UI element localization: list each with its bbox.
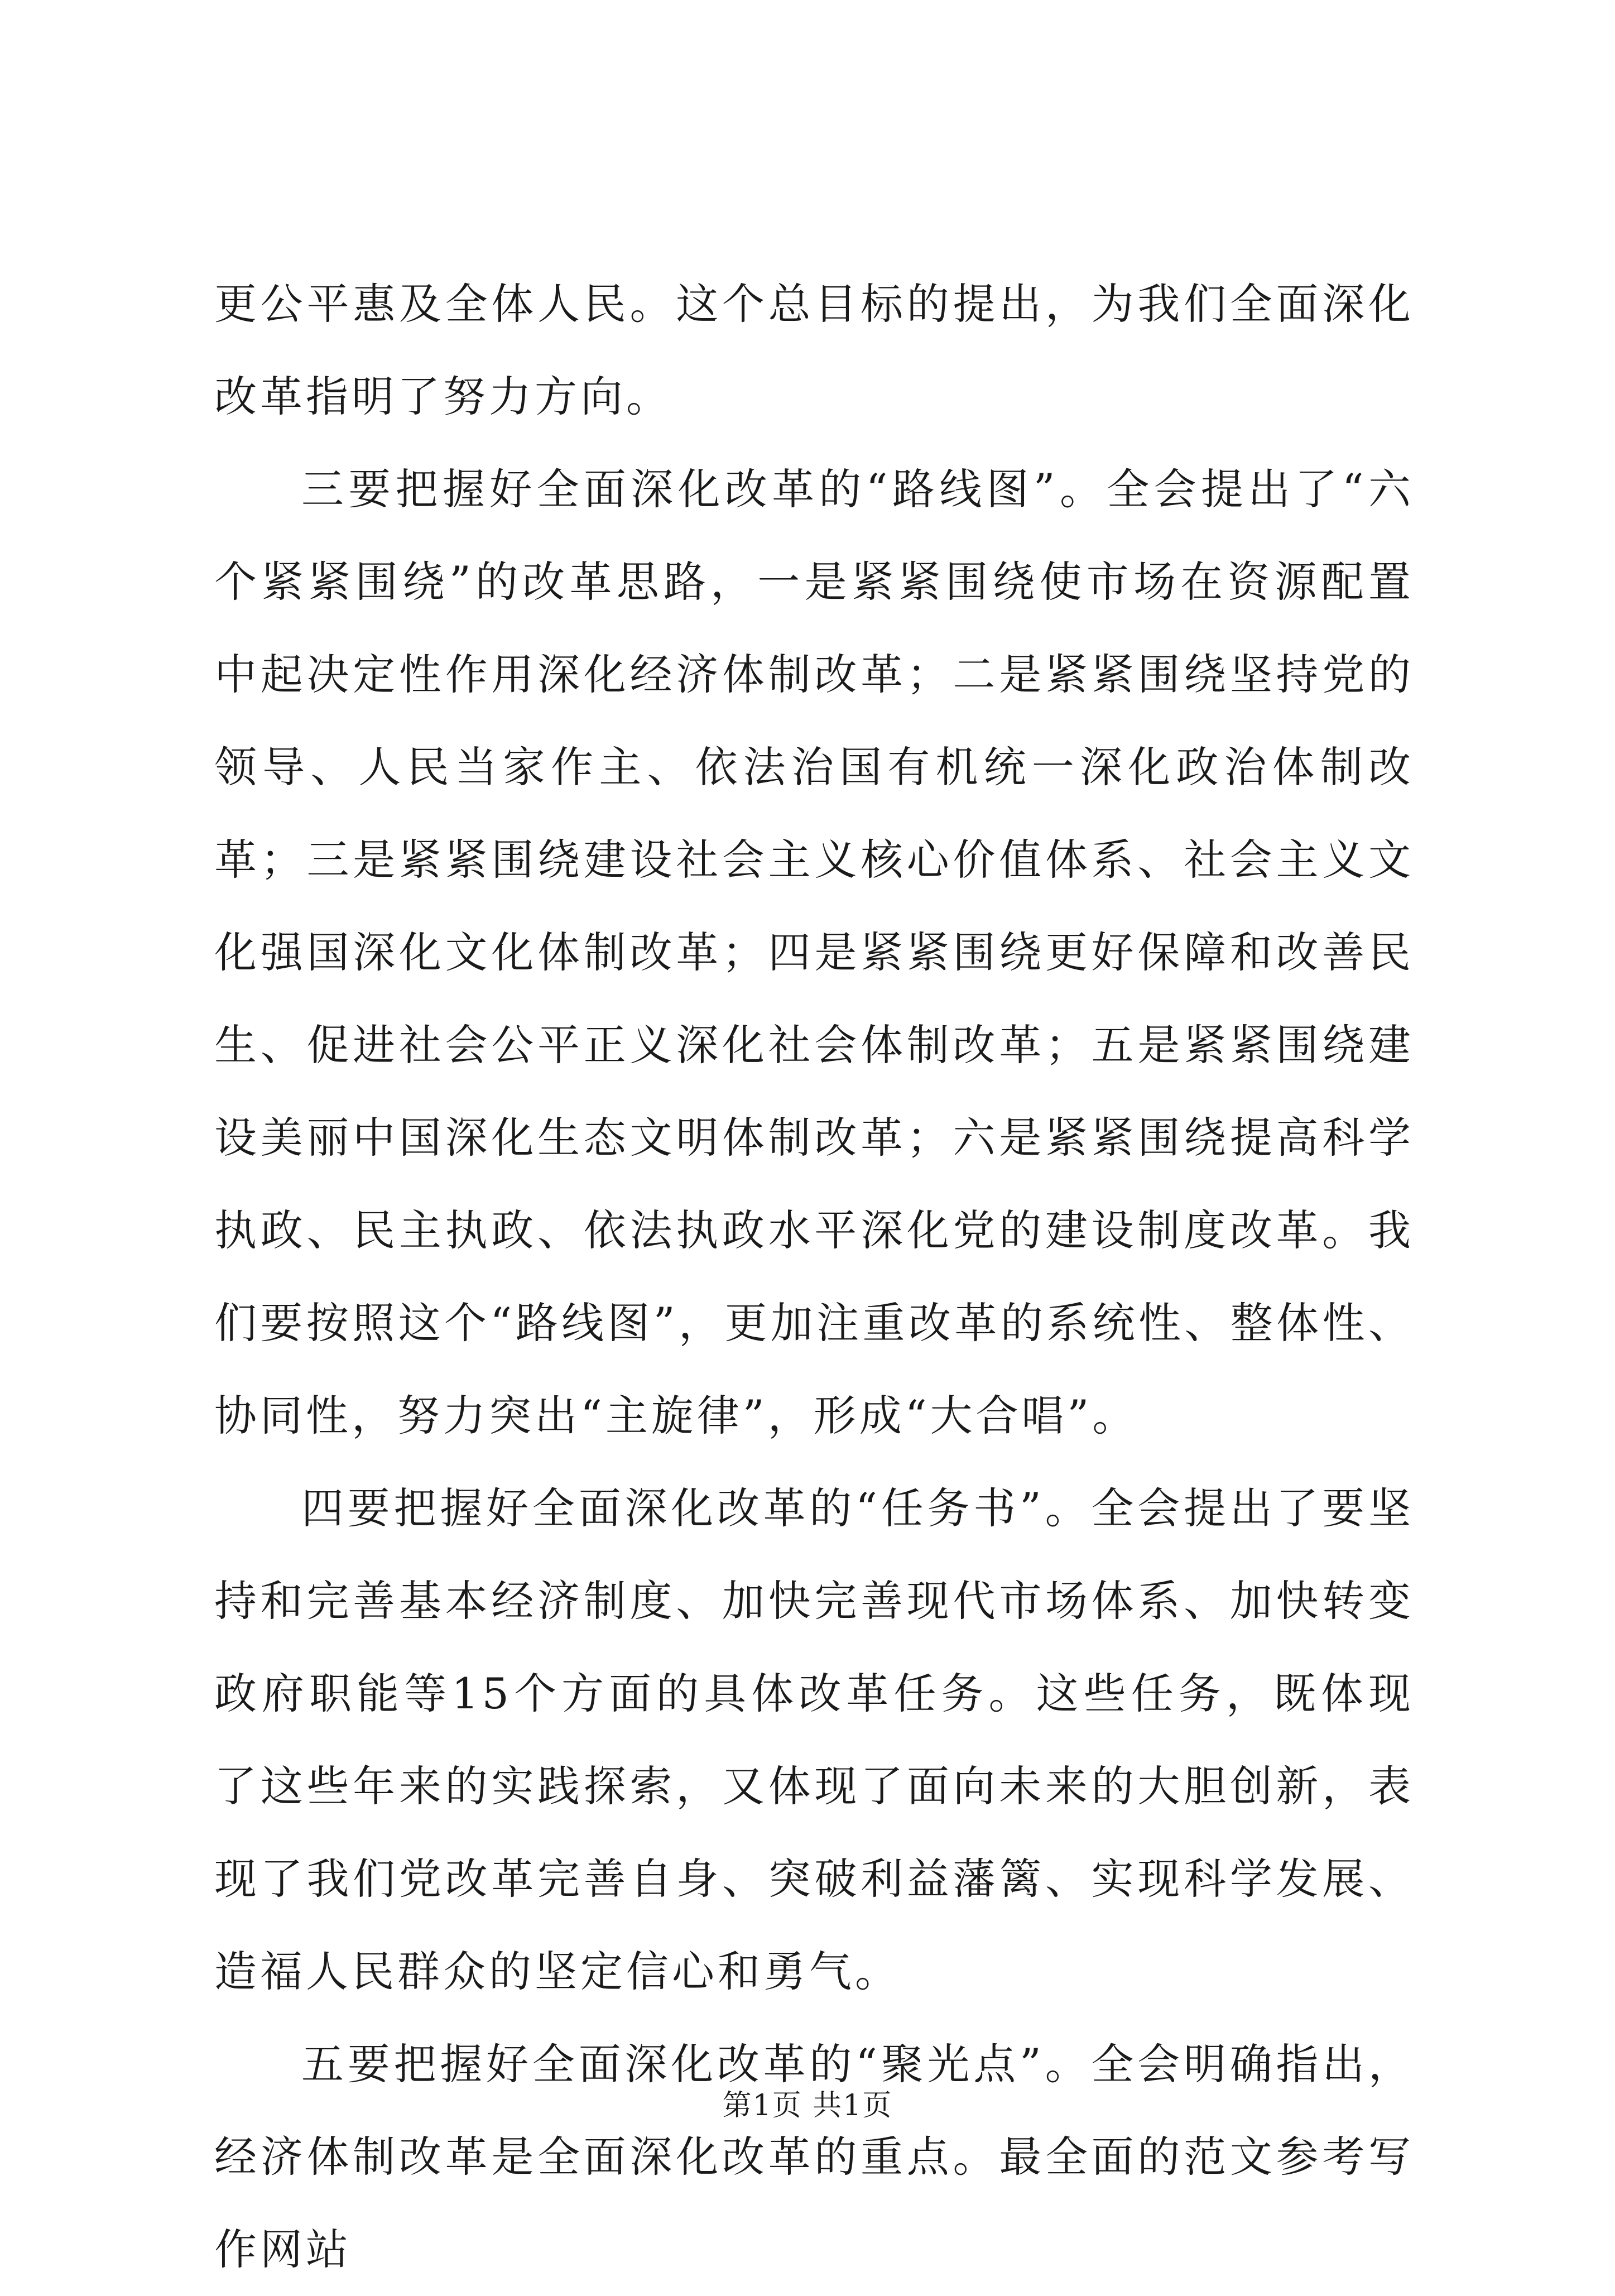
paragraph-task-list: 四要把握好全面深化改革的“任务书”。全会提出了要坚持和完善基本经济制度、加快完善现代市场体系、加快转变政府职能等15个方面的具体改革任务。这些任务，既体现了这些年来的实践探索，又体现了面向未来的大胆创新，表现了我们党改革完善自身、突破利益藩篱、实现科学发展、造福人民群众的坚定信心和勇气。 <box>214 1483 1414 1996</box>
paragraph-goal-continuation: 更公平惠及全体人民。这个总目标的提出，为我们全面深化改革指明了努力方向。 <box>214 279 1414 421</box>
paragraph-focus-point: 五要把握好全面深化改革的“聚光点”。全会明确指出，经济体制改革是全面深化改革的重点。最全面的范文参考写作网站 <box>214 2039 1414 2274</box>
page-footer: 第1页 共1页 <box>722 2089 893 2122</box>
paragraph-roadmap: 三要把握好全面深化改革的“路线图”。全会提出了“六个紧紧围绕”的改革思路，一是紧紧围绕使市场在资源配置中起决定性作用深化经济体制改革；二是紧紧围绕坚持党的领导、人民当家作主、依法治国有机统一深化政治体制改革；三是紧紧围绕建设社会主义核心价值体系、社会主义文化强国深化文化体制改革；四是紧紧围绕更好保障和改善民生、促进社会公平正义深化社会体制改革；五是紧紧围绕建设美丽中国深化生态文明体制改革；六是紧紧围绕提高科学执政、民主执政、依法执政水平深化党的建设制度改革。我们要按照这个“路线图”，更加注重改革的系统性、整体性、协同性，努力突出“主旋律”，形成“大合唱”。 <box>214 464 1414 1440</box>
document-body <box>214 258 1414 2296</box>
